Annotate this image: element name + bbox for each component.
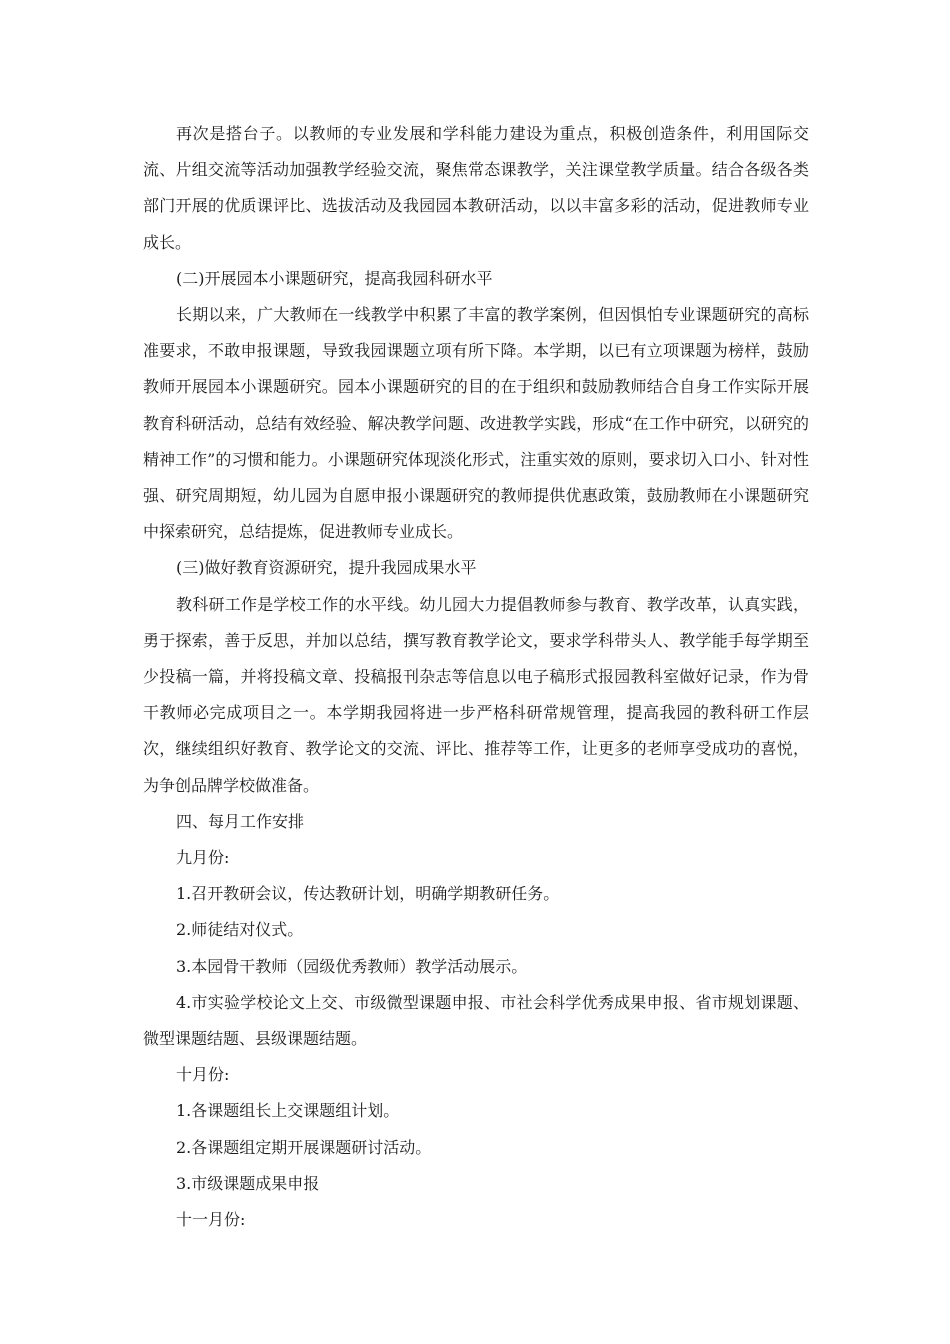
paragraph-platform-building: 再次是搭台子。以教师的专业发展和学科能力建设为重点，积极创造条件，利用国际交流、片组交流等活动加强教学经验交流，聚焦常态课教学，关注课堂教学质量。结合各级各类部门开展的优质课评比、选拔活动及我园园本教研活动，以以丰富多彩的活动，促进教师专业成长。 (143, 124, 809, 252)
month-label-november: 十一月份: (176, 1210, 246, 1230)
list-item: 1.召开教研会议，传达教研计划，明确学期教研任务。 (176, 884, 560, 904)
section-heading-small-topic-research: (二)开展园本小课题研究，提高我园科研水平 (176, 268, 493, 288)
section-heading-monthly-schedule: 四、每月工作安排 (176, 811, 305, 831)
list-item: 3.本园骨干教师（园级优秀教师）教学活动展示。 (176, 956, 528, 976)
section-heading-resource-research: (三)做好教育资源研究，提升我园成果水平 (176, 558, 477, 578)
month-label-october: 十月份: (176, 1065, 230, 1085)
list-item: 1.各课题组长上交课题组计划。 (176, 1101, 400, 1121)
paragraph-small-topic-research: 长期以来，广大教师在一线教学中积累了丰富的教学案例，但因惧怕专业课题研究的高标准要求，不敢申报课题，导致我园课题立项有所下降。本学期，以已有立项课题为榜样，鼓励教师开展园本小课题研究。园本小课题研究的目的在于组织和鼓励教师结合自身工作实际开展教育科研活动，总结有效经验、解决教学问题、改进教学实践，形成“在工作中研究，以研究的精神工作”的习惯和能力。小课题研究体现淡化形式，注重实效的原则，要求切入口小、针对性强、研究周期短，幼儿园为自愿申报小课题研究的教师提供优惠政策，鼓励教师在小课题研究中探索研究，总结提炼，促进教师专业成长。 (143, 305, 809, 542)
month-label-september: 九月份: (176, 848, 230, 868)
list-item: 2.师徒结对仪式。 (176, 920, 304, 940)
list-item: 2.各课题组定期开展课题研讨活动。 (176, 1137, 432, 1157)
document-body (143, 116, 809, 1238)
list-item: 4.市实验学校论文上交、市级微型课题申报、市社会科学优秀成果申报、省市规划课题、微型课题结题、县级课题结题。 (143, 992, 809, 1049)
paragraph-resource-research: 教科研工作是学校工作的水平线。幼儿园大力提倡教师参与教育、教学改革，认真实践，勇于探索，善于反思，并加以总结，撰写教育教学论文，要求学科带头人、教学能手每学期至少投稿一篇，并将投稿文章、投稿报刊杂志等信息以电子稿形式报园教科室做好记录，作为骨干教师必完成项目之一。本学期我园将进一步严格科研常规管理，提高我园的教科研工作层次，继续组织好教育、教学论文的交流、评比、推荐等工作，让更多的老师享受成功的喜悦，为争创品牌学校做准备。 (143, 594, 809, 795)
list-item: 3.市级课题成果申报 (176, 1173, 320, 1193)
